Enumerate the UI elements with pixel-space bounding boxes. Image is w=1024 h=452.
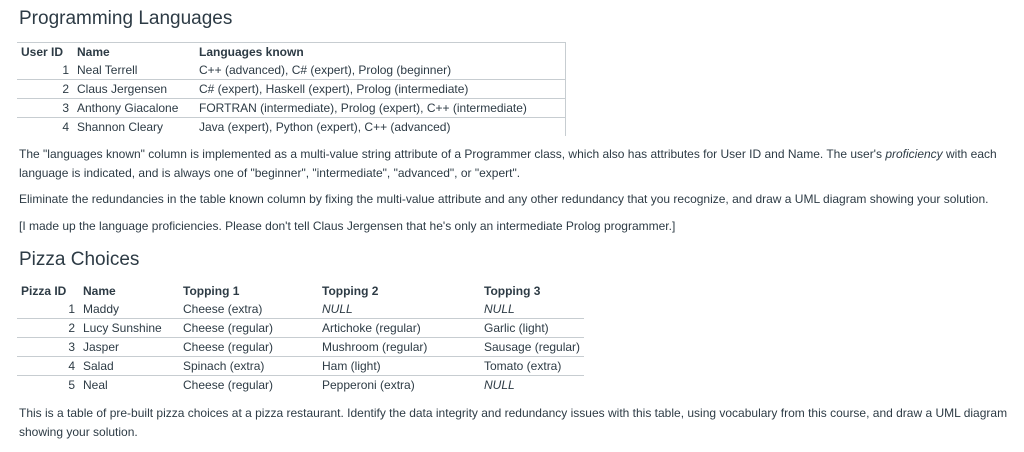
name-cell: Anthony Giacalone (77, 101, 179, 115)
languages-cell: C++ (advanced), C# (expert), Prolog (beginner) (195, 61, 566, 80)
column-header: Topping 1 (183, 284, 240, 298)
topping-cell: NULL (484, 378, 515, 392)
column-header: Languages known (195, 43, 566, 62)
name-cell: Salad (83, 359, 114, 373)
topping-cell: Garlic (light) (484, 321, 549, 335)
pizza-id-cell: 1 (68, 302, 75, 316)
user-id-cell: 4 (62, 120, 69, 134)
column-header: Pizza ID (21, 284, 67, 298)
name-cell: Neal (83, 378, 108, 392)
section-title-pizza-choices: Pizza Choices (19, 249, 140, 270)
pizza-choices-table (17, 282, 584, 394)
user-id-cell: 3 (62, 101, 69, 115)
user-id-cell: 2 (62, 82, 69, 96)
instruction-paragraph: Eliminate the redundancies in the table known column by fixing the multi-value attribute and any other redundancy that you recognize, and draw a UML diagram showing your solution. (19, 192, 989, 206)
name-cell: Claus Jergensen (77, 82, 168, 96)
pizza-id-cell: 2 (68, 321, 75, 335)
name-cell: Maddy (83, 302, 120, 316)
section-title-programming-languages: Programming Languages (19, 8, 233, 29)
pizza-id-cell: 3 (68, 340, 75, 354)
table-row (17, 376, 584, 395)
topping-cell: NULL (322, 302, 353, 316)
note-paragraph: [I made up the language proficiencies. Please don't tell Claus Jergensen that he's only an intermediate Prolog programmer.] (19, 219, 676, 233)
column-header: Name (77, 45, 110, 59)
table-row (17, 61, 566, 80)
table-row (17, 118, 566, 137)
table-row (17, 99, 566, 118)
pizza-description-paragraph: This is a table of pre-built pizza choices at a pizza restaurant. Identify the data integrity and redundancy issues with this table, using vocabulary from this course, and draw a UML diagram showing your solution. (19, 406, 1008, 439)
name-cell: Jasper (83, 340, 120, 354)
topping-cell: Pepperoni (extra) (322, 378, 415, 392)
paragraph-text: The "languages known" column is implemented as a multi-value string attribute of a Programmer class, which also has attributes for User ID and Name. The user's (19, 147, 886, 161)
table-header-row (17, 43, 566, 62)
name-cell: Shannon Cleary (77, 120, 164, 134)
name-cell: Lucy Sunshine (83, 321, 162, 335)
languages-cell: FORTRAN (intermediate), Prolog (expert), C++ (intermediate) (195, 99, 566, 118)
topping-cell: Spinach (extra) (183, 359, 265, 373)
topping-cell: Artichoke (regular) (322, 321, 421, 335)
topping-cell: Ham (light) (322, 359, 381, 373)
pizza-id-cell: 4 (68, 359, 75, 373)
column-header: Name (83, 284, 116, 298)
table-row (17, 338, 584, 357)
table-header-row (17, 282, 584, 300)
languages-cell: Java (expert), Python (expert), C++ (advanced) (195, 118, 566, 137)
column-header: Topping 2 (322, 284, 379, 298)
pizza-id-cell: 5 (68, 378, 75, 392)
topping-cell: Sausage (regular) (484, 340, 581, 354)
topping-cell: NULL (484, 302, 515, 316)
topping-cell: Cheese (regular) (183, 321, 274, 335)
topping-cell: Tomato (extra) (484, 359, 562, 373)
paragraph-text: with each language is indicated, and is always one of "beginner", "intermediate", "advanced", or "expert". (19, 147, 997, 180)
topping-cell: Cheese (regular) (183, 340, 274, 354)
emphasis-text: proficiency (885, 147, 943, 161)
table-row (17, 319, 584, 338)
topping-cell: Cheese (extra) (183, 302, 263, 316)
user-id-cell: 1 (62, 63, 69, 77)
table-row (17, 300, 584, 319)
name-cell: Neal Terrell (77, 63, 138, 77)
description-paragraph (19, 145, 1019, 183)
table-row (17, 357, 584, 376)
programming-languages-table (17, 42, 566, 136)
topping-cell: Mushroom (regular) (322, 340, 428, 354)
topping-cell: Cheese (regular) (183, 378, 274, 392)
languages-cell: C# (expert), Haskell (expert), Prolog (intermediate) (195, 80, 566, 99)
table-row (17, 80, 566, 99)
column-header: Topping 3 (484, 284, 541, 298)
column-header: User ID (21, 45, 64, 59)
